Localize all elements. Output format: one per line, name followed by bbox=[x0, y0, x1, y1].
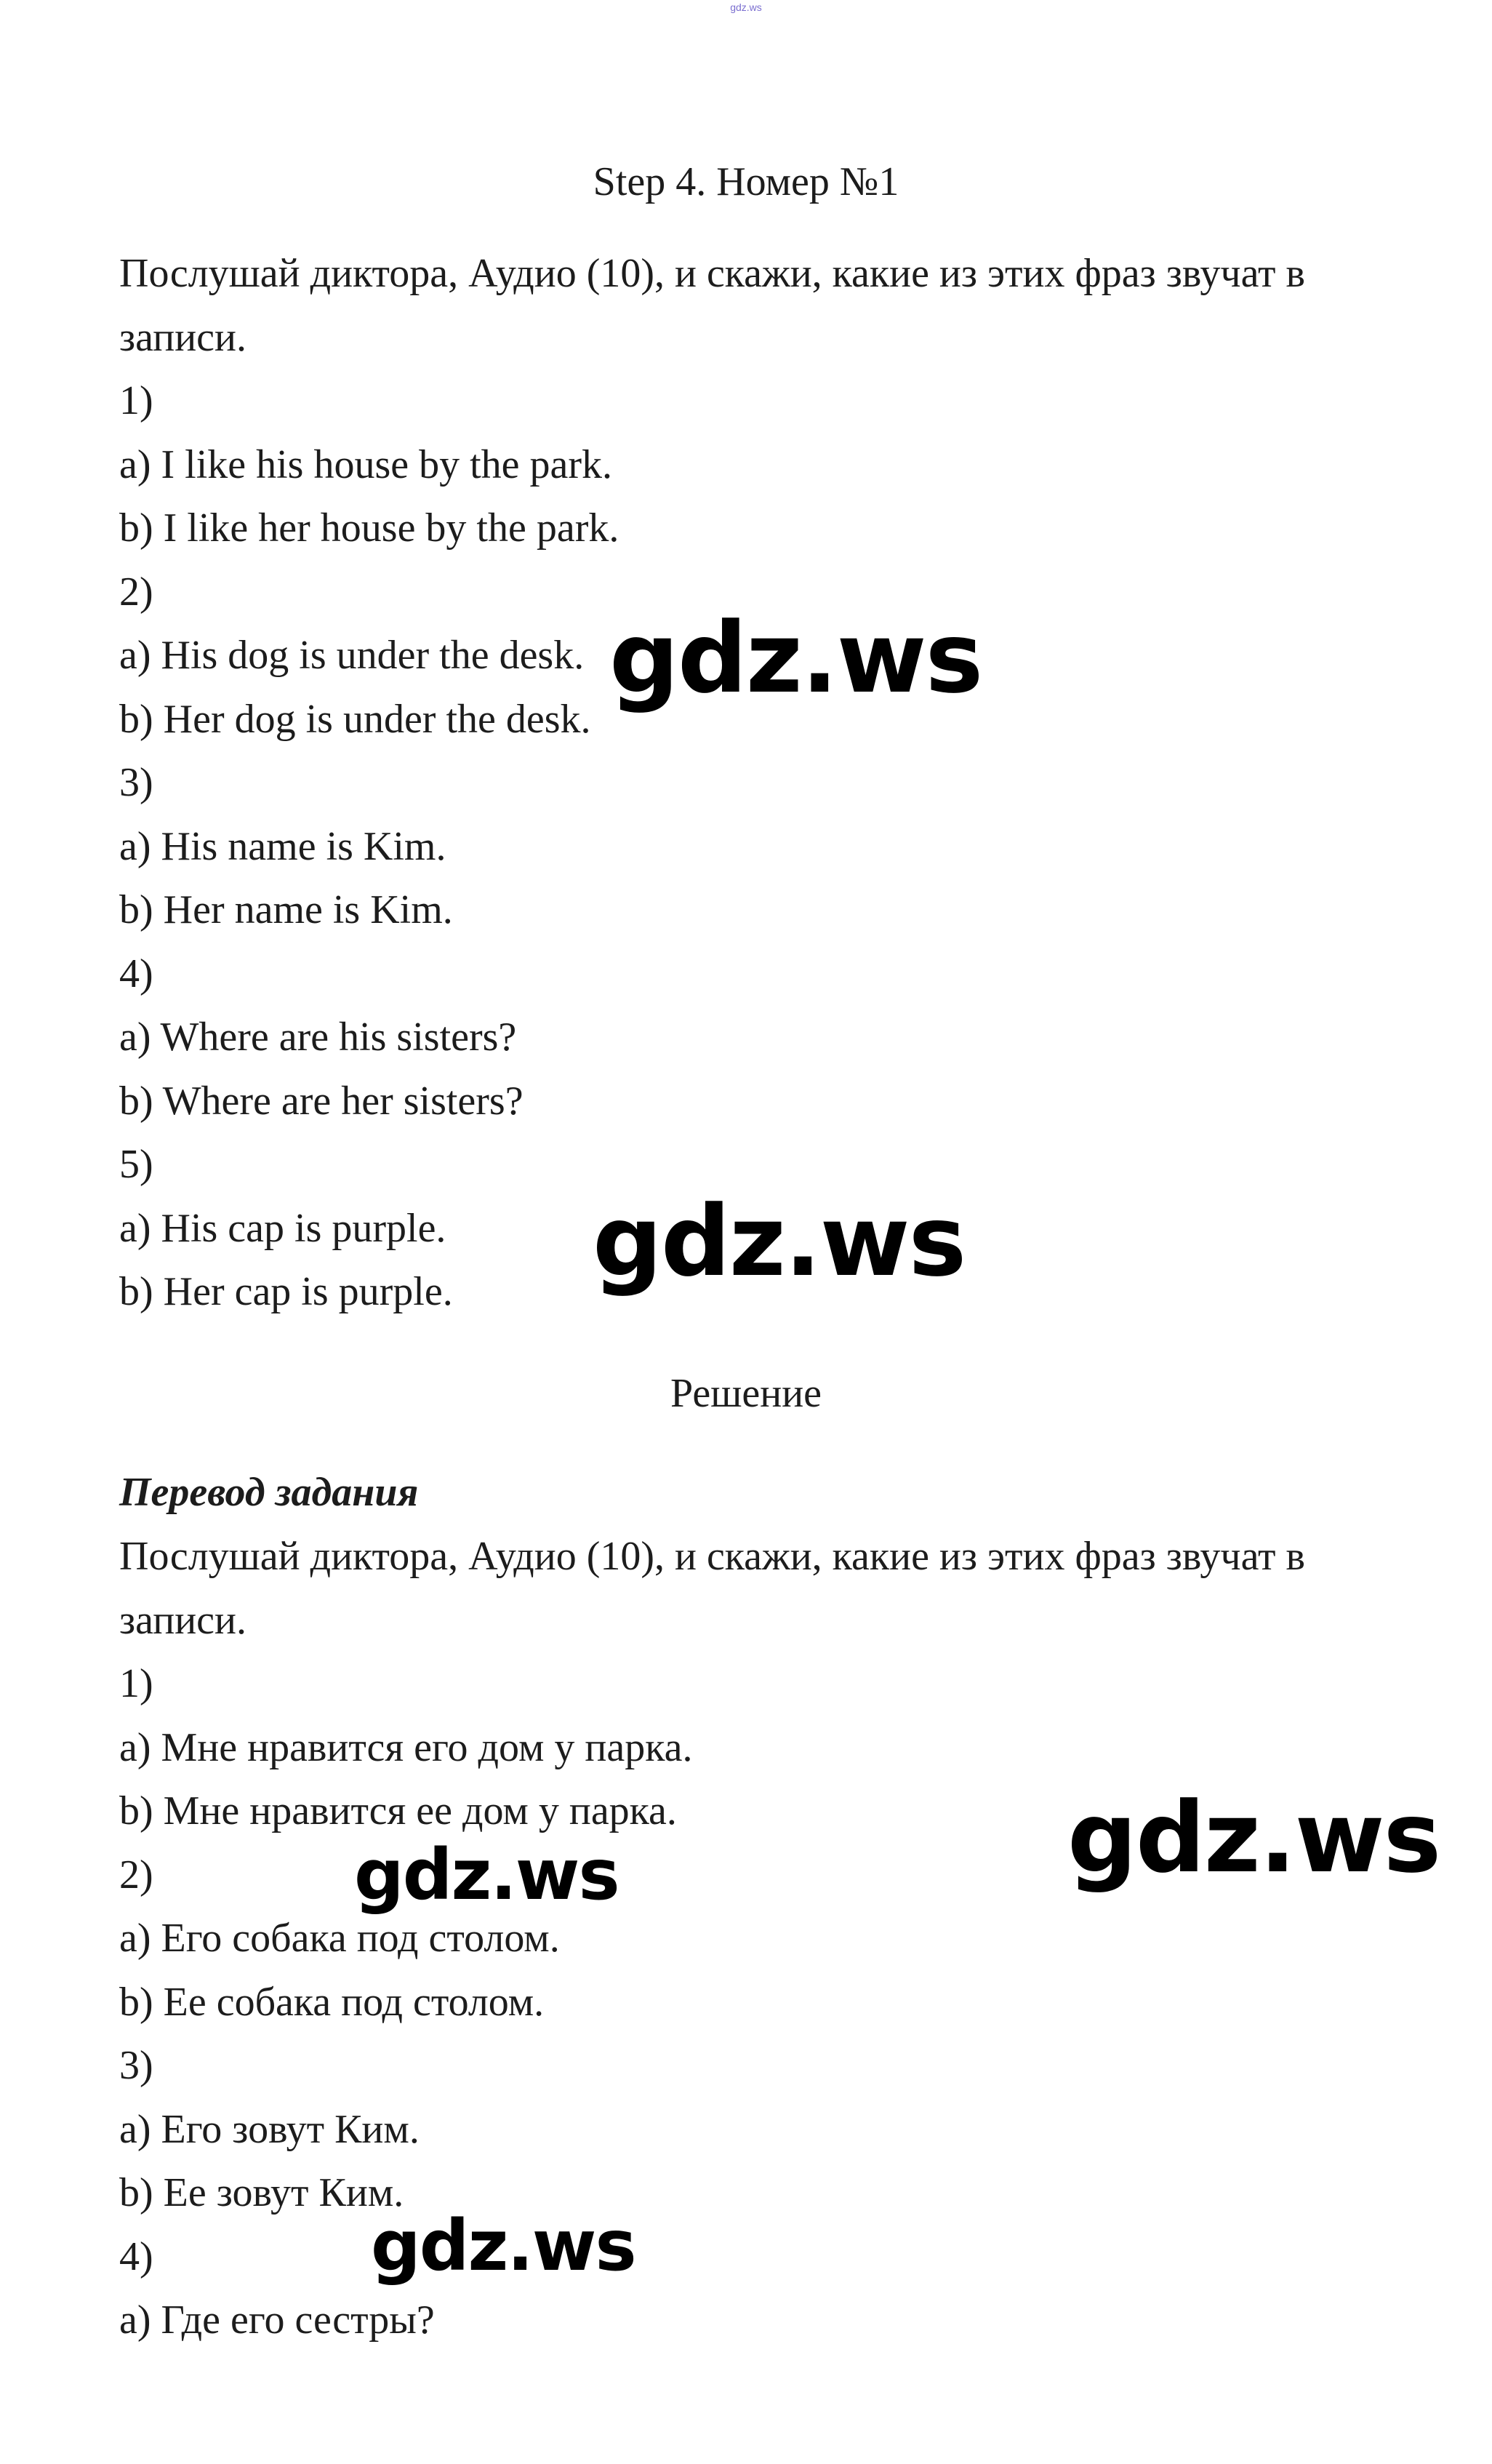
task-option: b) Where are her sisters? bbox=[119, 1078, 524, 1124]
task-section bbox=[119, 242, 1399, 1324]
task-item-number: 2) bbox=[119, 569, 153, 615]
watermark: gdz.ws bbox=[609, 601, 982, 715]
translation-item-number: 4) bbox=[119, 2233, 153, 2279]
translation-option: a) Мне нравится его дом у парка. bbox=[119, 1724, 693, 1770]
translation-option: b) Ее зовут Ким. bbox=[119, 2170, 404, 2215]
task-option: a) I like his house by the park. bbox=[119, 441, 613, 487]
watermark: gdz.ws bbox=[354, 1834, 619, 1916]
task-option: b) Her dog is under the desk. bbox=[119, 696, 591, 742]
watermark: gdz.ws bbox=[1067, 1781, 1440, 1895]
task-option: b) I like her house by the park. bbox=[119, 505, 619, 551]
task-option: b) Her cap is purple. bbox=[119, 1269, 453, 1314]
translation-option: a) Его собака под столом. bbox=[119, 1916, 560, 1961]
task-instruction: Послушай диктора, Аудио (10), и скажи, какие из этих фраз звучат в записи. bbox=[119, 251, 1305, 360]
translation-item-number: 3) bbox=[119, 2043, 153, 2088]
task-item-number: 5) bbox=[119, 1142, 153, 1187]
translation-item-number: 2) bbox=[119, 1852, 153, 1897]
watermark: gdz.ws bbox=[371, 2205, 635, 2287]
task-item-number: 3) bbox=[119, 760, 153, 805]
page-title: Step 4. Номер №1 bbox=[593, 159, 899, 204]
translation-instruction: Послушай диктора, Аудио (10), и скажи, какие из этих фраз звучат в записи. bbox=[119, 1534, 1305, 1643]
task-option: b) Her name is Kim. bbox=[119, 887, 453, 932]
translation-item-number: 1) bbox=[119, 1661, 153, 1706]
translation-section bbox=[119, 1525, 1399, 2353]
task-option: a) His dog is under the desk. bbox=[119, 633, 585, 678]
task-option: a) His name is Kim. bbox=[119, 823, 446, 869]
solution-heading: Решение bbox=[670, 1371, 822, 1416]
watermark: gdz.ws bbox=[593, 1185, 966, 1298]
task-item-number: 1) bbox=[119, 378, 153, 423]
top-watermark-text: gdz.ws bbox=[730, 1, 762, 13]
task-option: a) Where are his sisters? bbox=[119, 1015, 517, 1060]
translation-heading: Перевод задания bbox=[119, 1470, 419, 1515]
translation-option: a) Его зовут Ким. bbox=[119, 2106, 420, 2152]
task-item-number: 4) bbox=[119, 951, 153, 996]
task-option: a) His cap is purple. bbox=[119, 1205, 446, 1251]
translation-option: b) Ее собака под столом. bbox=[119, 1979, 545, 2025]
translation-option: a) Где его сестры? bbox=[119, 2297, 435, 2343]
translation-option: b) Мне нравится ее дом у парка. bbox=[119, 1788, 677, 1833]
